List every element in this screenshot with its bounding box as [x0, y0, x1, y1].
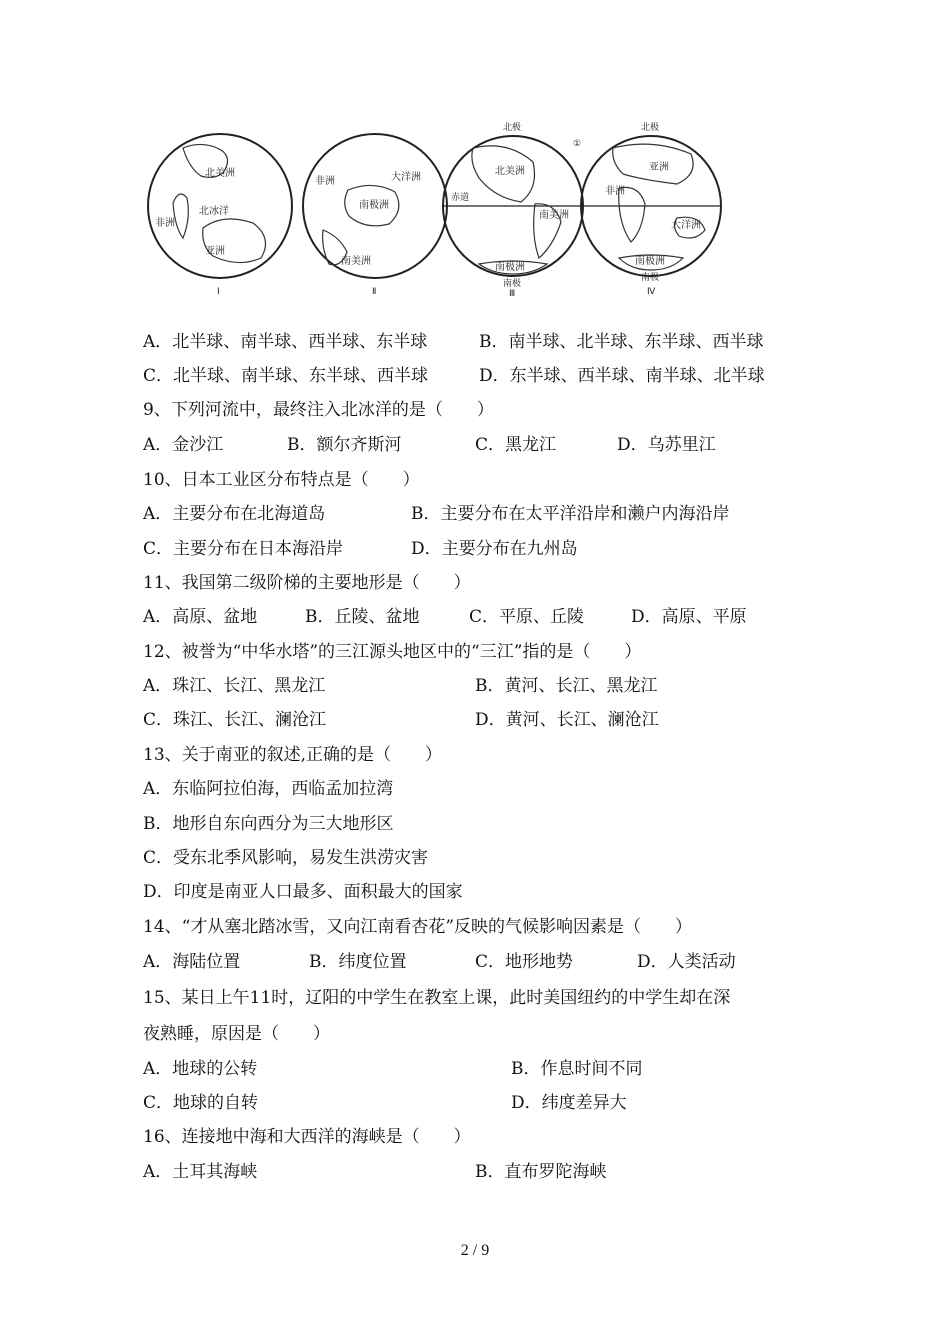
hemisphere-globes-svg — [143, 118, 728, 300]
q14-option-b: B．纬度位置 — [309, 952, 407, 972]
q11-stem: 11、我国第二级阶梯的主要地形是（ ） — [143, 573, 471, 593]
globe2-label-1: 南极洲 — [359, 200, 389, 211]
q15-option-a: A．地球的公转 — [143, 1059, 258, 1079]
q16-option-a: A．土耳其海峡 — [143, 1162, 258, 1182]
globe3-north: 北极 — [503, 123, 522, 133]
globe1-roman: Ⅰ — [217, 287, 220, 297]
q9-option-c: C．黑龙江 — [475, 435, 557, 455]
q8-option-d: D．东半球、西半球、南半球、北半球 — [479, 366, 765, 386]
q14-option-a: A．海陆位置 — [143, 952, 241, 972]
globe1-label-3: 亚洲 — [205, 246, 225, 257]
q11-option-a: A．高原、盆地 — [143, 607, 258, 627]
globe2-side: 非洲 — [315, 176, 335, 187]
globe4-label-2: 大洋洲 — [671, 220, 701, 231]
q15-option-b: B．作息时间不同 — [511, 1059, 643, 1079]
q8-option-c: C．北半球、南半球、东半球、西半球 — [143, 366, 429, 386]
q15-option-c: C．地球的自转 — [143, 1093, 259, 1113]
q13-option-a: A．东临阿拉伯海，西临孟加拉湾 — [143, 779, 394, 799]
q13-option-d: D．印度是南亚人口最多、面积最大的国家 — [143, 882, 463, 902]
globe3-equator: 赤道 — [451, 193, 470, 203]
globe2-label-2: 南美洲 — [341, 256, 371, 267]
globe4-label-1: 非洲 — [605, 186, 625, 197]
globe2-label-0: 大洋洲 — [391, 172, 421, 183]
q13-option-c: C．受东北季风影响，易发生洪涝灾害 — [143, 848, 429, 868]
globe4-north: 北极 — [641, 123, 660, 133]
q16-stem: 16、连接地中海和大西洋的海峡是（ ） — [143, 1127, 471, 1147]
q14-stem: 14、“才从塞北踏冰雪，又向江南看杏花”反映的气候影响因素是（ ） — [143, 917, 693, 937]
q15-stem-line-2: 夜熟睡，原因是（ ） — [143, 1024, 330, 1044]
q16-option-b: B．直布罗陀海峡 — [475, 1162, 607, 1182]
globe4-label-3: 南极洲 — [635, 256, 665, 267]
globe3-label-2: 南极洲 — [495, 262, 525, 273]
q11-option-d: D．高原、平原 — [631, 607, 747, 627]
q12-option-b: B．黄河、长江、黑龙江 — [475, 676, 658, 696]
q12-option-d: D．黄河、长江、澜沧江 — [475, 710, 659, 730]
q15-stem-line-1: 15、某日上午11时，辽阳的中学生在教室上课，此时美国纽约的中学生却在深 — [143, 988, 731, 1008]
q12-option-c: C．珠江、长江、澜沧江 — [143, 710, 327, 730]
q11-option-c: C．平原、丘陵 — [469, 607, 585, 627]
q15-option-d: D．纬度差异大 — [511, 1093, 627, 1113]
globe4-marker: ① — [573, 139, 582, 149]
globe3-roman: Ⅲ — [509, 289, 516, 299]
globe4-label-0: 亚洲 — [649, 162, 669, 173]
q8-option-b: B．南半球、北半球、东半球、西半球 — [479, 332, 764, 352]
globe1-label-0: 北美洲 — [205, 168, 235, 179]
q13-stem: 13、关于南亚的叙述,正确的是（ ） — [143, 745, 443, 765]
globe3-label-1: 南美洲 — [539, 210, 569, 221]
q11-option-b: B．丘陵、盆地 — [305, 607, 420, 627]
q10-option-d: D．主要分布在九州岛 — [411, 539, 578, 559]
hemisphere-figure — [143, 118, 728, 300]
q10-option-a: A．主要分布在北海道岛 — [143, 504, 326, 524]
globe2-roman: Ⅱ — [372, 287, 377, 297]
q9-option-b: B．额尔齐斯河 — [287, 435, 402, 455]
q12-option-a: A．珠江、长江、黑龙江 — [143, 676, 326, 696]
q10-option-b: B．主要分布在太平洋沿岸和濑户内海沿岸 — [411, 504, 730, 524]
globe3-south: 南极 — [503, 279, 522, 289]
q13-option-b: B．地形自东向西分为三大地形区 — [143, 814, 394, 834]
globe-3 — [443, 121, 583, 299]
globe3-label-0: 北美洲 — [495, 166, 525, 177]
q8-option-a: A．北半球、南半球、西半球、东半球 — [143, 332, 428, 352]
globe-2 — [303, 134, 447, 297]
q14-option-d: D．人类活动 — [637, 952, 736, 972]
globe4-south: 南极 — [641, 273, 660, 283]
globe4-roman: Ⅳ — [647, 287, 656, 297]
q9-option-d: D．乌苏里江 — [617, 435, 716, 455]
globe-4 — [573, 121, 721, 297]
q9-stem: 9、下列河流中，最终注入北冰洋的是（ ） — [143, 400, 494, 420]
globe-1 — [148, 134, 292, 297]
q10-option-c: C．主要分布在日本海沿岸 — [143, 539, 344, 559]
globe1-label-1: 非洲 — [155, 218, 175, 229]
q10-stem: 10、日本工业区分布特点是（ ） — [143, 470, 420, 490]
q9-option-a: A．金沙江 — [143, 435, 224, 455]
page-number: 2 / 9 — [460, 1242, 490, 1259]
globe1-label-2: 北冰洋 — [199, 206, 229, 217]
q12-stem: 12、被誉为“中华水塔”的三江源头地区中的“三江”指的是（ ） — [143, 642, 642, 662]
q14-option-c: C．地形地势 — [475, 952, 574, 972]
